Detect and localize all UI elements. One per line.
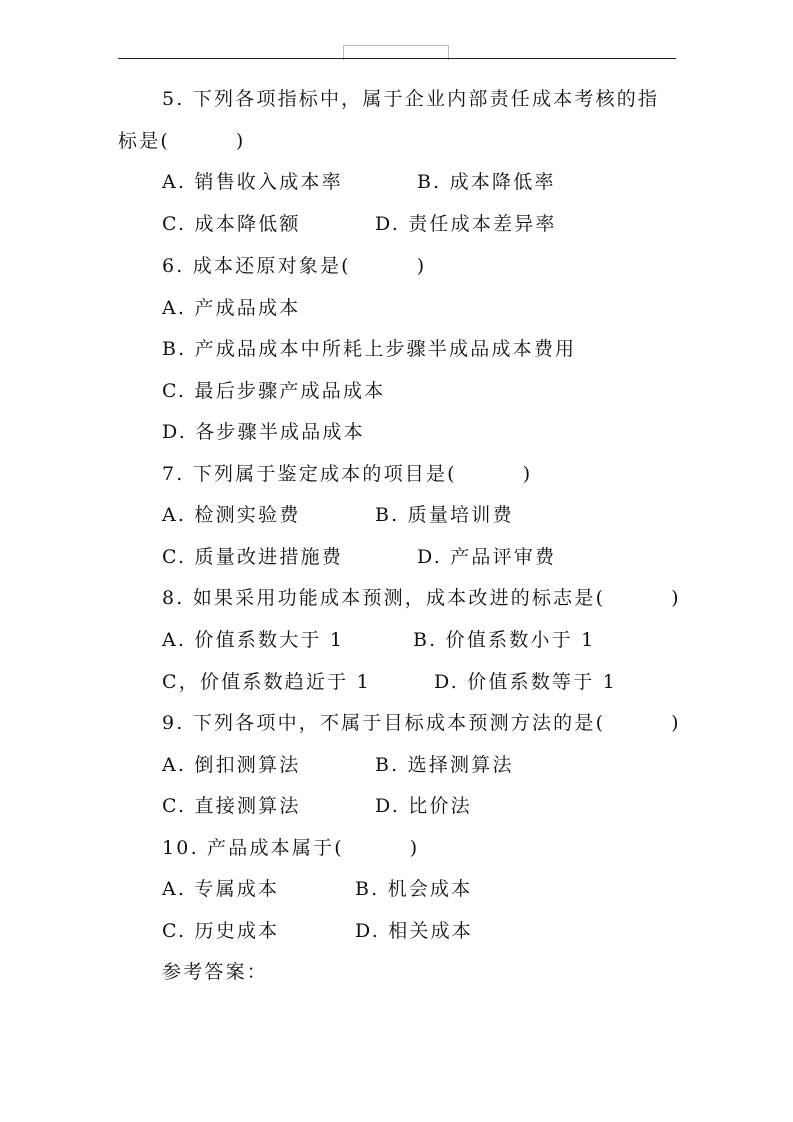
question-7-stem: 7. 下列属于鉴定成本的项目是( ) — [162, 463, 533, 485]
question-10-option-c: C. 历史成本 — [162, 920, 280, 942]
question-7-option-b: B. 质量培训费 — [375, 504, 514, 526]
question-9-stem: 9. 下列各项中，不属于目标成本预测方法的是( ) — [162, 712, 681, 734]
question-5-option-c: C. 成本降低额 — [162, 213, 301, 235]
question-10-option-d: D. 相关成本 — [355, 920, 474, 942]
question-6-option-d: D. 各步骤半成品成本 — [162, 421, 365, 443]
question-9-option-a: A. 倒扣测算法 — [162, 754, 301, 776]
question-5-stem-line2: 标是( ) — [118, 130, 246, 152]
question-6-stem: 6. 成本还原对象是( ) — [162, 255, 427, 277]
question-8-stem: 8. 如果采用功能成本预测，成本改进的标志是( ) — [162, 587, 681, 609]
question-7-option-c: C. 质量改进措施费 — [162, 546, 343, 568]
question-5-stem-line1: 5. 下列各项指标中，属于企业内部责任成本考核的指 — [162, 88, 660, 110]
question-5-option-d: D. 责任成本差异率 — [375, 213, 557, 235]
question-9-option-b: B. 选择测算法 — [375, 754, 514, 776]
question-7-option-a: A. 检测实验费 — [162, 504, 301, 526]
question-7-option-d: D. 产品评审费 — [417, 546, 557, 568]
question-5-option-b: B. 成本降低率 — [417, 171, 556, 193]
question-8-option-a: A. 价值系数大于 1 — [162, 629, 345, 651]
question-9-option-c: C. 直接测算法 — [162, 795, 301, 817]
question-10-stem: 10. 产品成本属于( ) — [162, 837, 420, 859]
question-10-option-b: B. 机会成本 — [355, 878, 473, 900]
question-10-option-a: A. 专属成本 — [162, 878, 280, 900]
question-6-option-c: C. 最后步骤产成品成本 — [162, 380, 386, 402]
question-5-option-a: A. 销售收入成本率 — [162, 171, 343, 193]
answers-label: 参考答案： — [162, 961, 269, 983]
question-6-option-a: A. 产成品成本 — [162, 297, 301, 319]
question-8-option-b: B. 价值系数小于 1 — [413, 629, 596, 651]
question-8-option-c: C，价值系数趋近于 1 — [162, 671, 371, 693]
question-8-option-d: D. 价值系数等于 1 — [434, 671, 617, 693]
header-rule — [118, 58, 676, 59]
question-9-option-d: D. 比价法 — [375, 795, 472, 817]
question-6-option-b: B. 产成品成本中所耗上步骤半成品成本费用 — [162, 338, 577, 360]
